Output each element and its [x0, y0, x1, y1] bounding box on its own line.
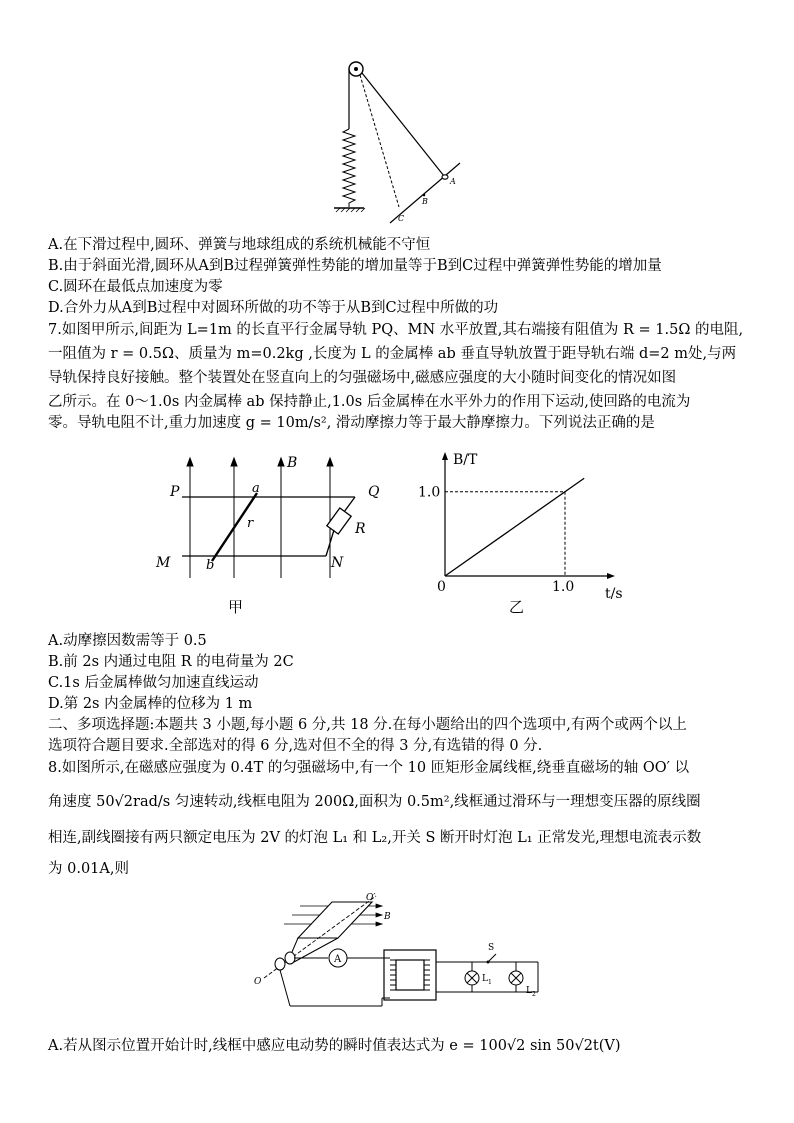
origin-label: 0 — [437, 579, 446, 595]
spring — [343, 129, 355, 207]
caption-jia: 甲 — [228, 598, 244, 616]
rail-circuit-figure — [150, 448, 400, 618]
lamp-L1-label: $L_1$ — [482, 974, 492, 986]
q7-option-a: A.动摩擦因数需等于 0.5 — [48, 633, 207, 649]
q8-stem-line2: 角速度 50√2rad/s 匀速转动,线框电阻为 200Ω,面积为 0.5m²,线框通过滑环与一理想变压器的原线圈 — [48, 794, 701, 810]
q6-option-d: D.合外力从A到B过程中对圆环所做的功不等于从B到C过程中所做的功 — [48, 300, 499, 316]
generator-transformer-figure — [250, 890, 550, 1015]
label-Q: Q — [368, 484, 380, 500]
q7-stem-line2: 一阻值为 r = 0.5Ω、质量为 m=0.2kg ,长度为 L 的金属棒 ab 垂直导轨放置于距导轨右端 d=2 m处,与两 — [48, 346, 737, 362]
q6-option-a: A.在下滑过程中,圆环、弹簧与地球组成的系统机械能不守恒 — [48, 237, 431, 253]
label-b: b — [206, 558, 215, 573]
caption-yi: 乙 — [509, 598, 525, 616]
label-P: P — [170, 484, 180, 500]
label-B: B — [422, 197, 428, 206]
q7-option-d: D.第 2s 内金属棒的位移为 1 m — [48, 696, 253, 712]
label-O: O — [254, 977, 262, 987]
label-B: B — [384, 912, 391, 922]
y-axis-arrow — [442, 452, 448, 460]
label-B-field: B — [287, 455, 298, 471]
q8-option-a: A.若从图示位置开始计时,线框中感应电动势的瞬时值表达式为 e = 100√2 sin 50√2t(V) — [48, 1038, 621, 1054]
q8-stem-line1: 8.如图所示,在磁感应强度为 0.4T 的匀强磁场中,有一个 10 匝矩形金属线框,绕垂直磁场的轴 OO′ 以 — [48, 760, 690, 776]
spring-incline-figure — [320, 55, 470, 225]
q7-stem-line4: 乙所示。在 0～1.0s 内金属棒 ab 保持静止,1.0s 后金属棒在水平外力的作用下运动,使回路的电流为 — [48, 394, 691, 410]
label-O-prime: O′ — [366, 893, 376, 903]
label-a: a — [252, 481, 260, 496]
label-r: r — [247, 516, 254, 531]
q7-stem-line5: 零。导轨电阻不计,重力加速度 g = 10m/s², 滑动摩擦力等于最大静摩擦力。下列说法正确的是 — [48, 415, 655, 431]
section2-heading-line2: 选项符合题目要求.全部选对的得 6 分,选对但不全的得 3 分,有选错的得 0 分. — [48, 738, 543, 754]
q8-stem-line4: 为 0.01A,则 — [48, 861, 129, 877]
ring-A — [442, 175, 448, 179]
q7-option-c: C.1s 后金属棒做匀加速直线运动 — [48, 675, 259, 691]
lamp-L2-label: $L_2$ — [526, 986, 536, 998]
q8-stem-line3: 相连,副线圈接有两只额定电压为 2V 的灯泡 L₁ 和 L₂,开关 S 断开时灯泡 L₁ 正常发光,理想电流表示数 — [48, 830, 702, 846]
q7-stem-line1: 7.如图甲所示,间距为 L=1m 的长直平行金属导轨 PQ、MN 水平放置,其右端接有阻值为 R = 1.5Ω 的电阻, — [48, 322, 744, 338]
label-M: M — [156, 555, 171, 571]
resistor-R — [327, 508, 351, 534]
section2-heading-line1: 二、多项选择题:本题共 3 小题,每小题 6 分,共 18 分.在每小题给出的四个选项中,有两个或两个以上 — [48, 717, 687, 733]
x-tick-label: 1.0 — [552, 579, 575, 595]
x-axis-arrow — [607, 573, 615, 579]
rectangular-coil — [298, 902, 372, 938]
label-N: N — [331, 555, 344, 571]
secondary-coil — [424, 960, 430, 990]
q6-option-c: C.圆环在最低点加速度为零 — [48, 279, 223, 295]
switch-label: S — [488, 943, 495, 953]
q7-option-b: B.前 2s 内通过电阻 R 的电荷量为 2C — [48, 654, 294, 670]
label-R: R — [355, 521, 366, 537]
x-axis-label: t/s — [605, 586, 623, 602]
b-t-graph — [415, 448, 625, 618]
q7-stem-line3: 导轨保持良好接触。整个装置处在竖直向上的匀强磁场中,磁感应强度的大小随时间变化的情况如图 — [48, 370, 677, 386]
label-C: C — [398, 214, 405, 223]
y-axis-label: B/T — [453, 452, 478, 468]
y-tick-label: 1.0 — [418, 484, 441, 501]
b-t-series-line — [445, 478, 584, 576]
ammeter-label: A — [334, 954, 342, 965]
label-A: A — [450, 177, 456, 186]
q6-option-b: B.由于斜面光滑,圆环从A到B过程弹簧弹性势能的增加量等于B到C过程中弹簧弹性势能的增加量 — [48, 258, 662, 274]
